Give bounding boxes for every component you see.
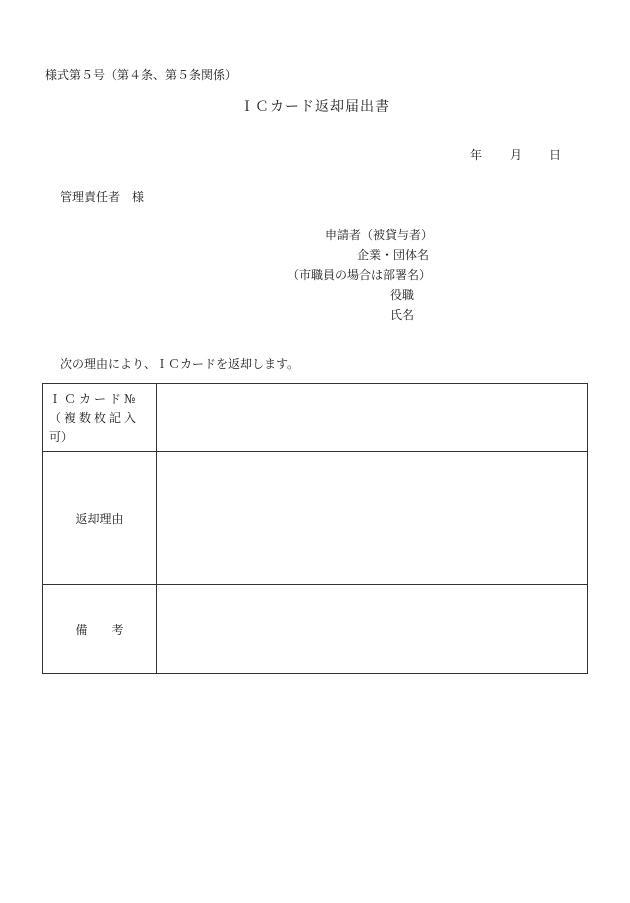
remarks-label: 備 考	[43, 585, 157, 674]
card-no-label	[43, 384, 157, 452]
card-no-field[interactable]	[157, 384, 588, 452]
table-row-card-no	[43, 384, 588, 452]
return-form-table	[42, 383, 588, 674]
company-note: （市職員の場合は部署名）	[287, 268, 432, 282]
card-no-label-line1: ＩＣカード№	[49, 392, 139, 406]
name-label: 氏名	[390, 308, 415, 322]
card-no-label-line2: （複数枚記入	[49, 411, 140, 425]
intro-text: 次の理由により、ＩＣカードを返却します。	[60, 357, 300, 371]
card-no-label-line3: 可）	[49, 430, 74, 444]
addressee: 管理責任者 様	[60, 190, 145, 204]
page-title: ＩＣカード返却届出書	[240, 99, 390, 115]
remarks-field[interactable]	[157, 585, 588, 674]
form-number: 様式第５号（第４条、第５条関係）	[45, 68, 238, 82]
position-label: 役職	[390, 288, 415, 302]
date-day-label: 日	[549, 148, 562, 162]
company-label: 企業・団体名	[357, 248, 430, 262]
date-month-label: 月	[510, 148, 523, 162]
date-year-label: 年	[470, 148, 483, 162]
table-row-remarks	[43, 585, 588, 674]
applicant-heading: 申請者（被貸与者）	[325, 228, 434, 242]
reason-label: 返却理由	[43, 452, 157, 585]
table-row-reason	[43, 452, 588, 585]
reason-field[interactable]	[157, 452, 588, 585]
